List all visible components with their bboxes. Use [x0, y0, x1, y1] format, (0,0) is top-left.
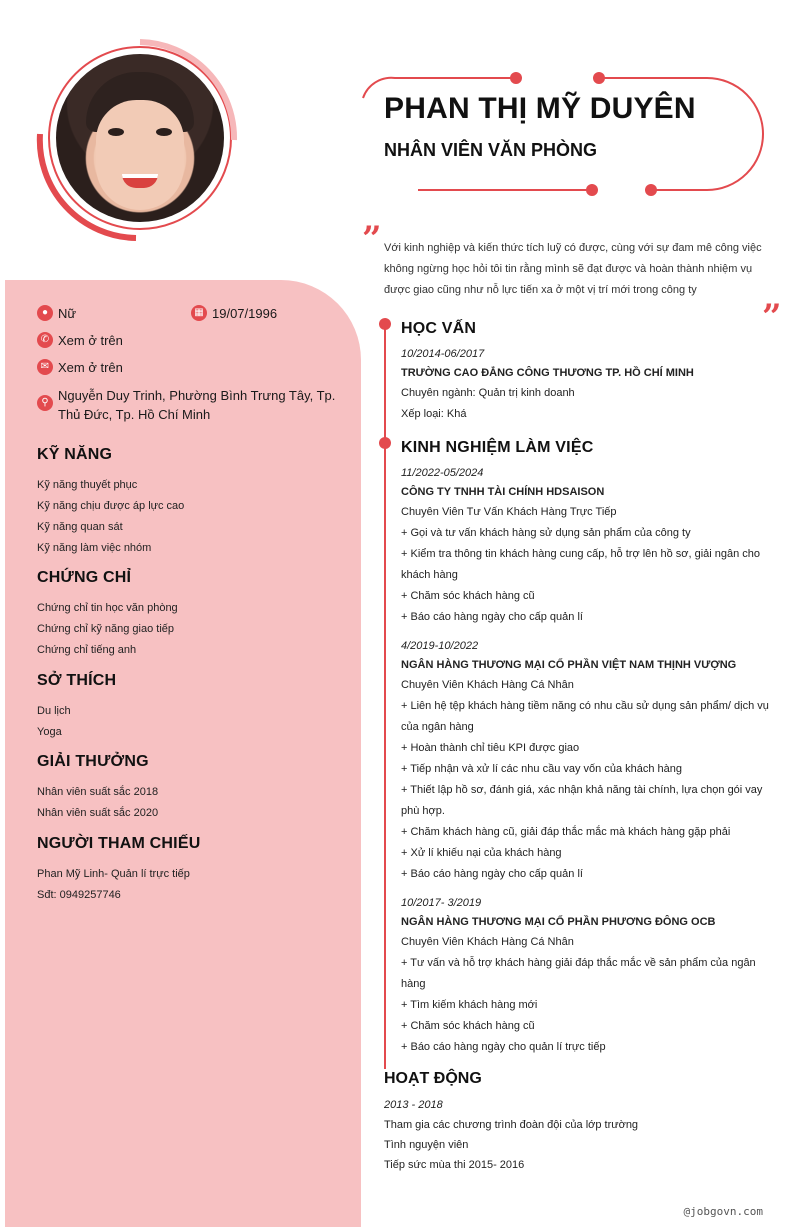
email-icon: ✉: [37, 359, 53, 375]
address-row: [37, 386, 349, 424]
job-company: NGÂN HÀNG THƯƠNG MẠI CỔ PHẦN VIỆT NAM THỊNH VƯỢNG: [401, 659, 737, 671]
quote-close-icon: ”: [762, 297, 782, 337]
email-value: Xem ở trên: [58, 360, 123, 375]
dob-value: 19/07/1996: [212, 306, 278, 321]
job-line: + Chăm sóc khách hàng cũ: [401, 590, 535, 602]
job-line: + Tìm kiếm khách hàng mới: [401, 999, 538, 1011]
timeline-line: [384, 324, 386, 1069]
education-date: 10/2014-06/2017: [401, 348, 485, 360]
job-date: 11/2022-05/2024: [401, 467, 484, 479]
job-date: 10/2017- 3/2019: [401, 897, 482, 909]
name-frame-decoration: [355, 68, 770, 200]
job-line: + Tư vấn và hỗ trợ khách hàng giải đáp thắc mắc về sản phẩm của ngân hàng: [401, 957, 756, 990]
certificate-item: Chứng chỉ tin học văn phòng: [37, 602, 178, 614]
award-item: Nhân viên suất sắc 2018: [37, 786, 159, 798]
certificates-section: [37, 569, 347, 661]
intro-text: Với kinh nghiệp và kiến thức tích luỹ có được, cùng với sự đam mê công việc không ngừng học hỏi tôi tin rằng mình sẽ đạt được và hoàn thành nhiệm vụ được giao cũng như nỗ lực tiến xa ở một vị trí mới trong công ty: [384, 242, 762, 296]
skill-item: Kỹ năng thuyết phục: [37, 479, 138, 491]
education-line: Chuyên ngành: Quản trị kinh doanh: [401, 387, 575, 399]
phone-value: Xem ở trên: [58, 333, 123, 348]
dob-row: [191, 304, 277, 323]
timeline-dot: [379, 318, 391, 330]
job-line: + Tiếp nhận và xử lí các nhu cầu vay vốn của khách hàng: [401, 763, 683, 775]
certificates-title: CHỨNG CHỈ: [37, 569, 132, 586]
job-line: + Hoàn thành chỉ tiêu KPI được giao: [401, 742, 580, 754]
job-line: + Chăm sóc khách hàng cũ: [401, 1020, 535, 1032]
hobbies-section: [37, 672, 347, 743]
education-block: [401, 345, 769, 425]
person-icon: ●: [37, 305, 53, 321]
activity-line: Tình nguyện viên: [384, 1139, 469, 1151]
job-company: NGÂN HÀNG THƯƠNG MẠI CỔ PHẦN PHƯƠNG ĐÔNG OCB: [401, 916, 716, 928]
hobby-item: Du lịch: [37, 705, 71, 717]
job-company: CÔNG TY TNHH TÀI CHÍNH HDSAISON: [401, 486, 605, 498]
activity-line: Tiếp sức mùa thi 2015- 2016: [384, 1159, 525, 1171]
job-line: + Xử lí khiếu nại của khách hàng: [401, 847, 562, 859]
job-line: + Báo cáo hàng ngày cho quản lí trực tiếp: [401, 1041, 606, 1053]
education-line: Xếp loại: Khá: [401, 408, 467, 420]
activities-title: HOẠT ĐỘNG: [384, 1070, 482, 1087]
skill-item: Kỹ năng chịu được áp lực cao: [37, 500, 185, 512]
job-date: 4/2019-10/2022: [401, 640, 479, 652]
award-item: Nhân viên suất sắc 2020: [37, 807, 159, 819]
watermark: @jobgovn.com: [683, 1205, 763, 1218]
education-title: HỌC VẤN: [401, 320, 477, 337]
job-line: + Thiết lập hồ sơ, đánh giá, xác nhận khả năng tài chính, lựa chọn gói vay phù hợp.: [401, 784, 763, 817]
candidate-name: PHAN THỊ MỸ DUYÊN: [384, 92, 696, 125]
awards-section: [37, 753, 347, 824]
job-line: Chuyên Viên Khách Hàng Cá Nhân: [401, 936, 574, 948]
experience-job: [401, 464, 769, 628]
job-line: + Báo cáo hàng ngày cho cấp quản lí: [401, 868, 583, 880]
certificate-item: Chứng chỉ tiếng anh: [37, 644, 137, 656]
job-line: + Kiểm tra thông tin khách hàng cung cấp, hỗ trợ lên hồ sơ, giải ngân cho khách hàng: [401, 548, 761, 581]
experience-job: [401, 637, 769, 885]
skill-item: Kỹ năng quan sát: [37, 521, 123, 533]
references-title: NGƯỜI THAM CHIẾU: [37, 835, 201, 852]
profile-photo: [56, 54, 224, 222]
avatar: [36, 38, 242, 244]
gender-row: [37, 304, 76, 323]
job-title: NHÂN VIÊN VĂN PHÒNG: [384, 140, 598, 160]
timeline-dot: [379, 437, 391, 449]
education-school: TRƯỜNG CAO ĐẲNG CÔNG THƯƠNG TP. HỒ CHÍ MINH: [401, 367, 694, 379]
certificate-item: Chứng chỉ kỹ năng giao tiếp: [37, 623, 175, 635]
activities-date: 2013 - 2018: [384, 1099, 443, 1111]
address-value: Nguyễn Duy Trinh, Phường Bình Trưng Tây, Tp. Thủ Đức, Tp. Hồ Chí Minh: [58, 388, 336, 422]
awards-title: GIẢI THƯỞNG: [37, 753, 149, 770]
experience-title: KINH NGHIỆM LÀM VIỆC: [401, 439, 594, 456]
job-line: Chuyên Viên Tư Vấn Khách Hàng Trực Tiếp: [401, 506, 617, 518]
quote-open-icon: ”: [362, 219, 382, 259]
job-line: Chuyên Viên Khách Hàng Cá Nhân: [401, 679, 574, 691]
job-line: + Gọi và tư vấn khách hàng sử dụng sản phẩm của công ty: [401, 527, 691, 539]
hobbies-title: SỞ THÍCH: [37, 672, 117, 689]
skills-title: KỸ NĂNG: [37, 446, 113, 463]
gender-value: Nữ: [58, 306, 77, 321]
job-line: + Báo cáo hàng ngày cho cấp quản lí: [401, 611, 583, 623]
calendar-icon: ▦: [191, 305, 207, 321]
references-section: [37, 835, 347, 906]
activities-block: [384, 1096, 769, 1175]
phone-icon: ✆: [37, 332, 53, 348]
skill-item: Kỹ năng làm việc nhóm: [37, 542, 152, 554]
activity-line: Tham gia các chương trình đoàn đội của lớp trường: [384, 1119, 639, 1131]
reference-item: Sđt: 0949257746: [37, 889, 121, 901]
phone-row: [37, 331, 123, 350]
location-icon: ⚲: [37, 395, 53, 411]
job-line: + Chăm khách hàng cũ, giải đáp thắc mắc mà khách hàng gặp phải: [401, 826, 731, 838]
hobby-item: Yoga: [37, 726, 62, 738]
job-line: + Liên hệ tệp khách hàng tiềm năng có nhu cầu sử dụng sản phẩm/ dịch vụ của ngân hàng: [401, 700, 769, 733]
experience-job: [401, 894, 769, 1058]
reference-item: Phan Mỹ Linh- Quản lí trực tiếp: [37, 868, 190, 880]
skills-section: [37, 446, 347, 559]
email-row: [37, 358, 123, 377]
